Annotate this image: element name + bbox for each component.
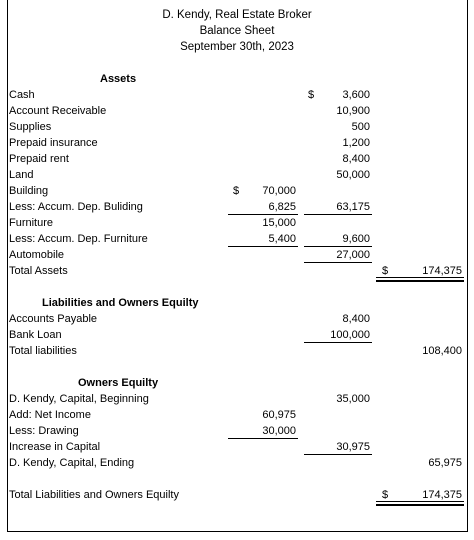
- currency-symbol: $: [382, 265, 389, 277]
- row-label: Bank Loan: [9, 329, 62, 341]
- currency-symbol: $: [382, 489, 389, 501]
- underline: [228, 214, 298, 215]
- amount: 1,200: [342, 137, 370, 149]
- row-label: Less: Accum. Dep. Buliding: [9, 201, 143, 213]
- amount: 9,600: [342, 233, 370, 245]
- row-label: Land: [9, 169, 34, 181]
- amount: 50,000: [336, 169, 370, 181]
- amount: 8,400: [342, 313, 370, 325]
- assets-heading: Assets: [100, 73, 137, 85]
- row-label: Total liabilities: [9, 345, 77, 357]
- liabilities-heading: Liabilities and Owners Equilty: [42, 297, 199, 309]
- amount: 6,825: [268, 201, 296, 213]
- row-label: Prepaid rent: [9, 153, 69, 165]
- row-label: Furniture: [9, 217, 54, 229]
- amount: 27,000: [336, 249, 370, 261]
- underline: [304, 214, 372, 215]
- amount: 60,975: [262, 409, 296, 421]
- amount: 30,975: [336, 441, 370, 453]
- row-label: Automobile: [9, 249, 65, 261]
- double-underline: [376, 504, 464, 506]
- amount: 15,000: [262, 217, 296, 229]
- row-label: D. Kendy, Capital, Beginning: [9, 393, 149, 405]
- underline: [304, 454, 372, 455]
- amount: 500: [351, 121, 370, 133]
- currency-symbol: $: [308, 89, 315, 101]
- row-label: Accounts Payable: [9, 313, 98, 325]
- underline: [304, 262, 372, 263]
- amount: 3,600: [342, 89, 370, 101]
- amount: 70,000: [262, 185, 296, 197]
- row-label: Building: [9, 185, 49, 197]
- underline: [228, 438, 298, 439]
- row-label: Account Receivable: [9, 105, 107, 117]
- statement-date: September 30th, 2023: [180, 41, 294, 53]
- underline: [376, 501, 464, 502]
- total-amount: 65,975: [428, 457, 462, 469]
- row-label: Less: Accum. Dep. Furniture: [9, 233, 148, 245]
- amount: 100,000: [330, 329, 370, 341]
- amount: 5,400: [268, 233, 296, 245]
- row-label: Cash: [9, 89, 35, 101]
- row-label: D. Kendy, Capital, Ending: [9, 457, 135, 469]
- equity-heading: Owners Equilty: [78, 377, 159, 389]
- amount: 8,400: [342, 153, 370, 165]
- currency-symbol: $: [233, 185, 240, 197]
- amount: 30,000: [262, 425, 296, 437]
- total-amount: 108,400: [422, 345, 462, 357]
- row-label: Increase in Capital: [9, 441, 101, 453]
- amount: 63,175: [336, 201, 370, 213]
- underline: [228, 246, 298, 247]
- row-label: Supplies: [9, 121, 52, 133]
- amount: 35,000: [336, 393, 370, 405]
- underline: [376, 277, 464, 278]
- company-name: D. Kendy, Real Estate Broker: [162, 9, 312, 21]
- underline: [304, 342, 372, 343]
- row-label: Total Assets: [9, 265, 68, 277]
- double-underline: [376, 280, 464, 282]
- row-label: Prepaid insurance: [9, 137, 98, 149]
- statement-title: Balance Sheet: [199, 25, 275, 37]
- total-liabilities-equity-label: Total Liabilities and Owners Equilty: [9, 489, 179, 501]
- amount: 10,900: [336, 105, 370, 117]
- total-amount: 174,375: [422, 265, 462, 277]
- underline: [304, 246, 372, 247]
- row-label: Add: Net Income: [9, 409, 91, 421]
- total-amount: 174,375: [422, 489, 462, 501]
- row-label: Less: Drawing: [9, 425, 79, 437]
